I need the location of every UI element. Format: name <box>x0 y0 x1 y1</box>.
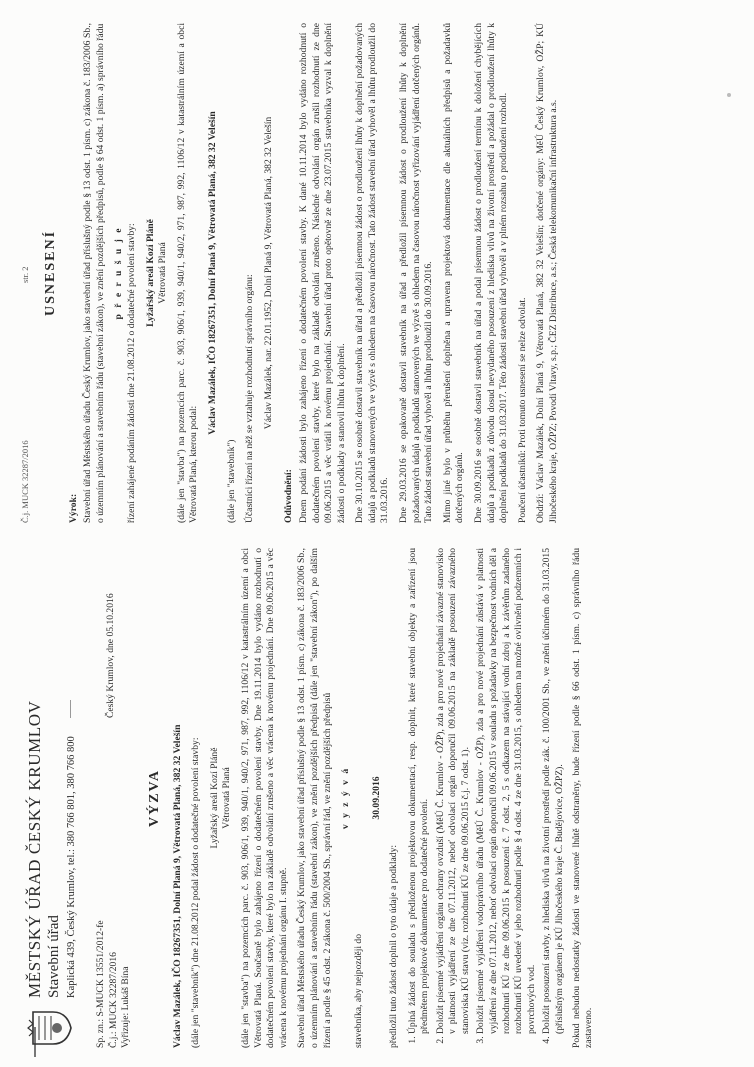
usneseni-body <box>45 23 567 523</box>
rotated-document <box>17 18 737 1048</box>
oduvodneni-3: Dne 29.03.2016 se opakovaně dostavil stavebník na úřad a předložil písemnou žádost o prodloužení lhůty k doplnění požadovaných údajů a podkladů stanovených ve výzvě s ohledem na časovou náročnost vyřizování vyjádření dotčených orgánů. Tato žádost stavební úřad vyhověl a lhůtu prodloužil do 30.09.2016. <box>398 23 435 523</box>
page-usneseni <box>17 23 737 523</box>
addressee: Václav Mazálek, IČO 18267351, Dolní Planá 9, Větrovatá Planá, 382 32 Velešín <box>171 724 183 1048</box>
list-item: 4. Doložit posouzení stavby, z hlediska vlivů na životní prostředí podle zák. č. 100/2001 Sb., ve znění účinném do 31.03.2015 (příslušným orgánem je KÚ Jihočeského kraje Č. Budějovice, OŽPZ). <box>541 548 566 1034</box>
oduvodneni-5: Dne 30.09.2016 se osobně dostavil stavebník na úřad a podal písemnou žádost o prodloužení termínu k doložení chybějících údajů a podkladů z důvodu dosud nevydaného posouzení z hlediska vlivů na životní prostředí a požádal o prodloužení lhůty k doplnění podkladů do 31.03.2017. Této žádosti stavební úřad vyhověl a v plném rozsahu o prodloužení rozhodl. <box>473 23 510 523</box>
rizeni-text: řízení zahájené podáním žádosti dne 21.08.2012 o dodatečné povolení stavby: <box>125 223 137 523</box>
office-header <box>25 700 79 998</box>
page-vyzva <box>17 548 737 1048</box>
vyzva-title: VÝZVA <box>147 769 162 827</box>
ucastnik: Václav Mazálek, nar. 22.01.1952, Dolní Planá 9, Větrovatá Planá, 382 32 Velešín <box>262 116 274 430</box>
stavebnik-note: (dále jen "stavebník") <box>225 439 237 523</box>
stavba-place: Větrovatá Planá <box>221 767 233 829</box>
usneseni-title: USNESENÍ <box>43 229 58 317</box>
stavba-name-2: Lyžařský areál Kozí Pláně <box>144 219 156 327</box>
page-number: str. 2 <box>20 266 30 283</box>
office-name: MĚSTSKÝ ÚŘAD ČESKÝ KRUMLOV <box>25 700 44 998</box>
list-item: 3. Doložit písemné vyjádření vodoprávního úřadu (MěÚ Č. Krumlov - OŽP), zda a pro nové projednání zůstává v platnosti vyjádření ze dne 07.11.2012, neboť odvolací orgán doporučil 09.06.2015 v souladu s požadavky na bezpečnost vodních děl a rozhodnutí KÚ ze dne 09.06.2015 k posouzení č. 7 odst. 2, 5 s odkazem na stávající vodní zdroj a k závěrům zadaného rozhodnutí KÚ uvedené v jeho rozhodnutí podle § 4 odst. 4 ze dne 31.03.2015, s ohledem na možné ovlivnění podzemních i povrchových vod. <box>475 548 538 1034</box>
paragraph-4: předložil tuto žádost doplnil o tyto údaje a podklady: <box>387 844 399 1048</box>
pozemky-text: (dále jen "stavba") na pozemcích parc. č. 903, 906/1, 939, 940/1, 940/2, 971, 987, 992, 1106/12 v katastrálním území a obci Větrovatá Planá, kterou podal: <box>175 23 200 523</box>
paragraph-3: stavebníka, aby nejpozději do <box>352 933 364 1048</box>
cj-number: Č.j.: MUCK 32287/2016 <box>107 952 119 1048</box>
stavba-place-2: Větrovatá Planá <box>157 242 169 304</box>
vyrok-label: Výrok: <box>67 493 79 523</box>
pouceni: Poučení účastníků: Proti tomuto usnesení se nelze odvolat. <box>516 297 528 523</box>
paragraph-2: Stavební úřad Městského úřadu Český Krumlov, jako stavební úřad příslušný podle § 13 odst. 1 písm. c) zákona č. 183/2006 Sb., o územním plánování a stavebním řádu (stavební zákon), ve znění pozdějších předpisů (dále jen "stavební zákon"), po dalším řízení a podle § 45 odst. 2 zákona č. 500/2004 Sb., správní řád, ve znění pozdějších předpisů <box>296 548 333 1048</box>
applicant: Václav Mazálek, IČO 18267351, Dolní Planá 9, Větrovatá Planá, 382 32 Velešín <box>206 111 218 435</box>
oduvodneni-4: Mimo jiné bylo v průběhu přerušení doplněna a upravena projektová dokumentace dle aktuálních předpisů a požadavků dotčených orgánů. <box>441 23 466 523</box>
deadline: 30.09.2016 <box>371 776 383 820</box>
vyzyva: v y z ý v á <box>340 766 352 830</box>
vyzva-body <box>149 548 602 1048</box>
ucastnici-label: Účastníci řízení na něž se vztahuje rozhodnutí správního orgánu: <box>244 274 256 523</box>
list-item: 2. Doložit písemné vyjádření orgánu ochrany ovzduší (MěÚ Č. Krumlov - OŽP), zda a pro nové projednání závazné stanovisko v platnosti vyjádření ze dne 07.11.2012, neboť odvolací orgán doporučil 09.06.2015 na základě posouzení závazného stanoviska KÚ stavu (viz. rozhodnutí KÚ ze dne 09.06.2015 č.j. 7 odst. 1). <box>435 548 473 1034</box>
paragraph-1: (dále jen "stavba") na pozemcích parc. č. 903, 906/1, 939, 940/1, 940/2, 971, 987, 992, 1106/12 v katastrálním území a obci Větrovatá Planá. Současně bylo zahájeno řízení o dodatečném povolení stavby. Dne 19.11.2014 bylo vydáno rozhodnutí o dodatečném povolení stavby, které bylo na základě odvolání zrušeno a věc vrácena k novému projednání. Dne 09.06.2015 a věc vrácena k novému projednání orgánu I. stupně. <box>239 548 289 1048</box>
intro: (dále jen "stavebník") dne 21.08.2012 podal žádost o dodatečné povolení stavby: <box>190 737 202 1048</box>
spis-number: Sp. zn.: S-MUCK 13551/2012-fe <box>95 920 106 1048</box>
office-address: Kaplická 439, Český Krumlov, tel.: 380 766 801, 380 766 800 <box>66 736 77 998</box>
paragraph-5: Pokud nebudou nedostatky žádosti ve stanovené lhůtě odstraněny, bude řízení podle § 66 odst. 1 písm. c) správního řádu zastaveno. <box>570 548 595 1048</box>
place-date: Český Krumlov, dne 05.10.2016 <box>105 593 116 718</box>
oduvodneni-2: Dne 30.10.2015 se osobně dostavil stavebník na úřad a předložil písemnou žádost o prodloužení lhůty k doplnění požadovaných údajů a podkladů stanovených ve výzvě s ohledem na časovou náročnost. Tato žádost stavební úřad vyhověl a lhůtu prodloužil do 31.03.2016. <box>354 23 391 523</box>
vyrok-text: Stavební úřad Městského úřadu Český Krumlov, jako stavební úřad příslušný podle § 13 odst. 1 písm. c) zákona č. 183/2006 Sb., o územním plánování a stavebním řádu (stavební zákon), ve znění pozdějších předpisů, podle § 64 odst. 1 písm. a) správního řádu <box>82 23 106 523</box>
oduvodneni-1: Dnem podání žádosti bylo zahájeno řízení o dodatečném povolení stavby. K dané 10.11.2014 bylo vydáno rozhodnutí o dodatečném povolení stavby, které bylo na základě odvolání zrušeno. Následné odvolání orgán zrušil rozhodnutí ze dne 09.06.2015 a věc vrátil k novému projednání. Stavební úřad proto opětovně ze dne 23.07.2015 stavebníka vyzval k doplnění žádosti o podklady a stanovil lhůtu k doplnění. <box>297 23 347 523</box>
oduvodneni-label: Odůvodnění: <box>283 469 295 523</box>
office-dept: Stavební úřad <box>46 915 62 998</box>
rozdelovnik: Obdrží: Václav Mazálek, Dolní Planá 9, Větrovatá Planá, 382 32 Velešín; dotčené orgány: MěÚ Český Krumlov, OŽP; KÚ Jihočeského kraje, OŽPZ; Povodí Vltavy, s.p.; ČEZ Distribuce, a.s.; Česká telekomunikační infrastruktura a.s. <box>535 23 559 523</box>
stavba-name: Lyžařský areál Kozí Pláně <box>208 747 220 849</box>
coat-of-arms-icon <box>27 1008 73 1048</box>
list-item: 1. Úplná žádost do souladu s předloženou projektovou dokumentací, resp. doplnit, které stavební objekty a zařízení jsou předmětem projektové dokumentace pro dodatečné povolení. <box>407 548 432 1034</box>
requirements-list <box>407 548 567 1048</box>
vyrizuje: Vyřizuje: Lukáš Bína <box>120 966 132 1048</box>
page-header-cj: Č.j. MUCK 32287/2016 <box>20 440 30 523</box>
preruseni: p ř e r u š u j e <box>113 226 125 320</box>
